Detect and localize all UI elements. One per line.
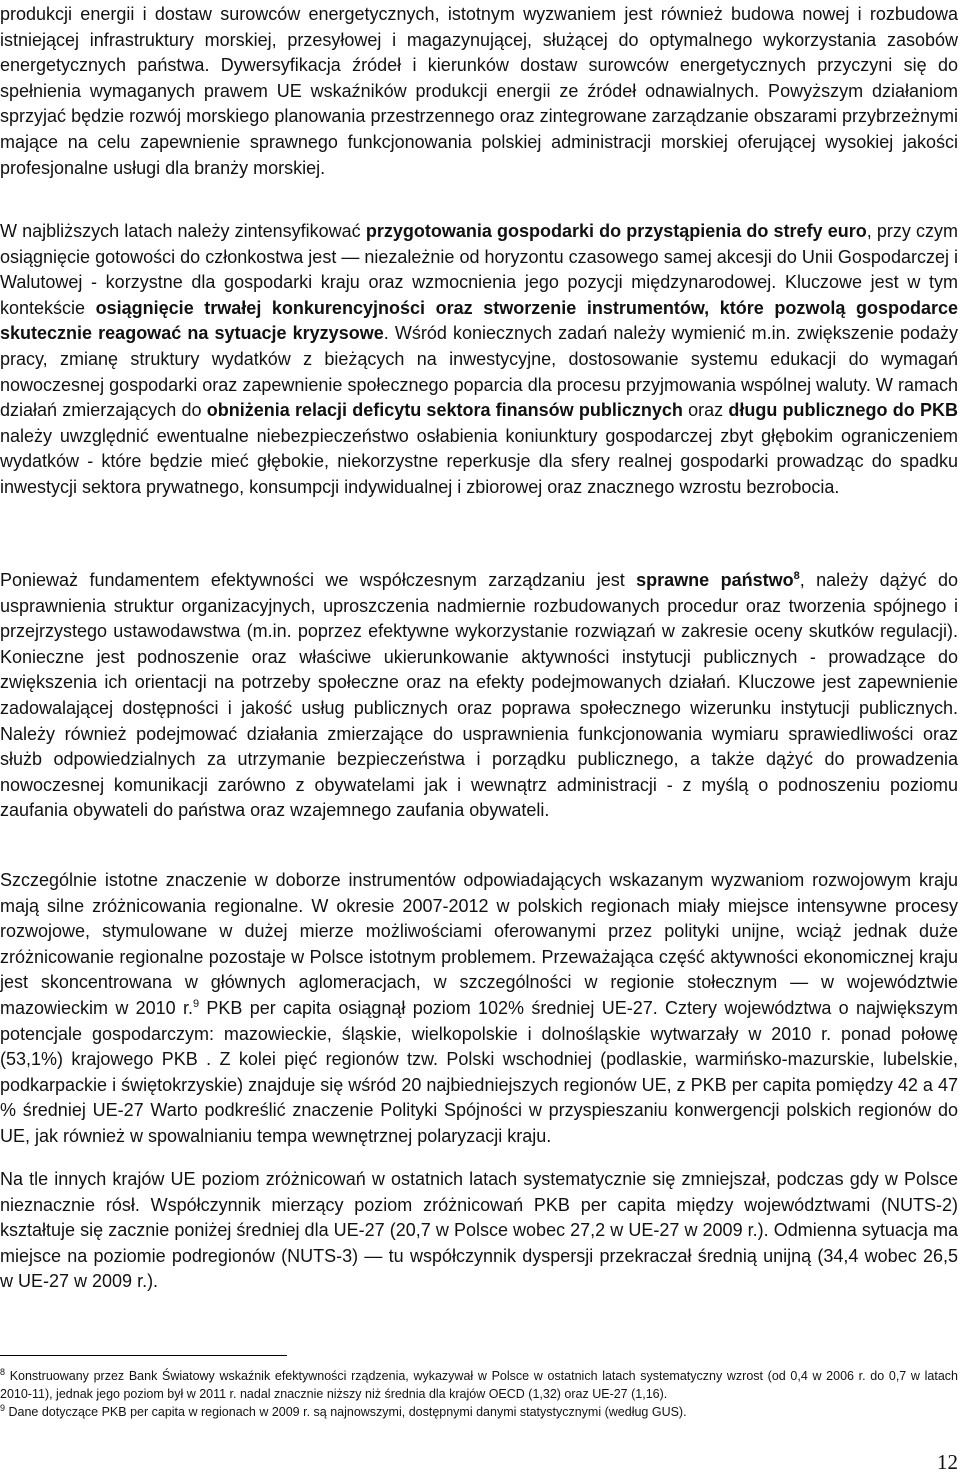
footnote-8 [0,1368,958,1403]
paragraph-energy-infrastructure [0,2,958,181]
paragraph-text: , przy czym osiągnięcie gotowości do członkostwa jest — niezależnie od horyzontu czasowego samej akcesji do Unii Gospodarczej i Walutowej - korzystne dla gospodarki kraju oraz wzmocnienia jego pozycji międzynarodowej. Kluczowe jest w tym kontekście [0,221,958,318]
paragraph-text: PKB per capita osiągnął poziom 102% średniej UE-27. Cztery województwa o największym potencjale gospodarczym: mazowieckie, śląskie, wielkopolskie i dolnośląskie wytwarzały w 2010 r. ponad połowę (53,1%) krajowego PKB . Z kolei pięć regionów tzw. Polski wschodniej (podlaskie, warmińsko-mazurskie, lubelskie, podkarpackie i świętokrzyskie) znajduje się wśród 20 najbiedniejszych regionów UE, z PKB per capita pomiędzy 42 a 47 % średniej UE-27 Warto podkreślić znaczenie Polityki Spójności w przyspieszaniu konwergencji polskich regionów do UE, jak również w spowalnianiu tempa wewnętrznej polaryzacji kraju. [0,997,958,1146]
paragraph-text: . Wśród koniecznych zadań należy wymienić m.in. zwiększenie podaży pracy, zmianę struktury wydatków z bieżących na inwestycyjne, dostosowanie systemu edukacji do wymagań nowoczesnej gospodarki oraz zapewnienie społecznego poparcia dla procesu przyjmowania wspólnej waluty. W ramach działań zmierzających do [0,323,959,421]
bold-phrase: długu publicznego do PKB [728,400,958,421]
footnote-9 [0,1404,958,1422]
paragraph-eu-comparison [0,1167,958,1295]
paragraph-text: W najbliższych latach należy zintensyfikować [0,221,366,241]
footnote-number: 9 [0,1402,6,1413]
bold-phrase: sprawne państwo [636,570,794,590]
bold-phrase: osiągnięcie trwałej konkurencyjności oraz stworzenie instrumentów, które pozwolą gospodarce skutecznie reagować na sytuacje kryzysowe [0,297,958,344]
page-number: 12 [937,1450,958,1474]
footnote-text: Dane dotyczące PKB per capita w regionach w 2009 r. są najnowszymi, dostępnymi danymi statystycznymi (według GUS). [5,1405,687,1419]
footnote-separator [0,1355,287,1356]
paragraph-efficient-state [0,568,958,824]
footnote-reference[interactable]: 9 [192,997,200,1010]
bold-phrase: obniżenia relacji deficytu sektora finansów publicznych [206,400,683,421]
paragraph-text: Na tle innych krajów UE poziom zróżnicowań w ostatnich latach systematycznie się zmniejszał, podczas gdy w Polsce nieznacznie rósł. Współczynnik mierzący poziom zróżnicowań PKB per capita między województwami (NUTS-2) kształtuje się zacznie poniżej średniej dla UE-27 (20,7 w Polsce wobec 27,2 w UE-27 w 2009 r.). Odmienna sytuacja ma miejsce na poziomie podregionów (NUTS-3) — tu współczynnik dyspersji przekraczał średnią unijną (34,4 wobec 26,5 w UE-27 w 2009 r.). [0,1169,958,1292]
paragraph-text: produkcji energii i dostaw surowców energetycznych, istotnym wyzwaniem jest również budowa nowej i rozbudowa istniejącej infrastruktury morskiej, przesyłowej i magazynującej, służącej do optymalnego wykorzystania zasobów energetycznych państwa. Dywersyfikacja źródeł i kierunków dostaw surowców energetycznych przyczyni się do spełnienia wymaganych prawem UE wskaźników produkcji energii ze źródeł odnawialnych. Powyższym działaniom sprzyjać będzie rozwój morskiego planowania przestrzennego oraz zintegrowane zarządzanie obszarami przybrzeżnymi mające na celu zapewnienie sprawnego funkcjonowania polskiej administracji morskiej oferującej wysokiej jakości profesjonalne usługi dla branży morskiej. [0,4,958,178]
paragraph-euro-zone [0,219,958,501]
paragraph-text: oraz [682,400,729,421]
paragraph-text: Ponieważ fundamentem efektywności we współczesnym zarządzaniu jest [0,570,637,590]
paragraph-text: Szczególnie istotne znaczenie w doborze instrumentów odpowiadających wskazanym wyzwaniom rozwojowym kraju mają silne zróżnicowania regionalne. W okresie 2007-2012 w polskich regionach miały miejsce intensywne procesy rozwojowe, stymulowane w dużej mierze możliwościami oferowanymi przez polityki unijne, wciąż jednak duże zróżnicowanie regionalne pozostaje w Polsce istotnym problemem. Przeważająca część aktywności ekonomicznej kraju jest skoncentrowana w głównych aglomeracjach, w szczególności w regionie stołecznym — w województwie mazowieckim w 2010 r. [0,870,958,1018]
footnote-number: 8 [0,1366,6,1377]
paragraph-text: należy uwzględnić ewentualne niebezpieczeństwo osłabienia koniunktury gospodarczej zbyt głębokim ograniczeniem wydatków - które będzie mieć głębokie, niekorzystne reperkusje dla sfery realnej gospodarki prowadząc do spadku inwestycji sektora prywatnego, konsumpcji indywidualnej i zbiorowej oraz znacznego wzrostu bezrobocia. [0,425,958,497]
bold-phrase: przygotowania gospodarki do przystąpienia do strefy euro [365,221,867,241]
paragraph-regional-differences [0,868,958,1150]
paragraph-text: , należy dążyć do usprawnienia struktur organizacyjnych, uproszczenia nadmiernie rozbudowanych procedur oraz tworzenia spójnego i przejrzystego ustawodawstwa (m.in. poprzez efektywne wykorzystanie rozwiązań w zakresie oceny skutków regulacji). Konieczne jest podnoszenie oraz właściwe ukierunkowanie aktywności instytucji publicznych - prowadzące do zwiększenia ich orientacji na potrzeby społeczne oraz na efekty podejmowanych działań. Kluczowe jest zapewnienie zadowalającej dostępności i jakość usług publicznych oraz poprawa społecznego wizerunku instytucji publicznych. Należy również podejmować działania zmierzające do usprawnienia funkcjonowania wymiaru sprawiedliwości oraz służb odpowiedzialnych za utrzymanie bezpieczeństwa i porządku publicznego, a także dążyć do prowadzenia nowoczesnej komunikacji zarówno z obywatelami jak i wewnątrz administracji - z myślą o podnoszeniu poziomu zaufania obywateli do państwa oraz wzajemnego zaufania obywateli. [0,570,959,821]
footnote-reference[interactable]: 8 [793,570,800,582]
footnote-text: Konstruowany przez Bank Światowy wskaźnik efektywności rządzenia, wykazywał w Polsce w ostatnich latach systematyczny wzrost (od 0,4 w 2006 r. do 0,7 w latach 2010-11), jednak jego poziom był w 2011 r. nadal znacznie niższy niż średnia dla krajów OECD (1,32) oraz UE-27 (1,16). [0,1369,958,1401]
